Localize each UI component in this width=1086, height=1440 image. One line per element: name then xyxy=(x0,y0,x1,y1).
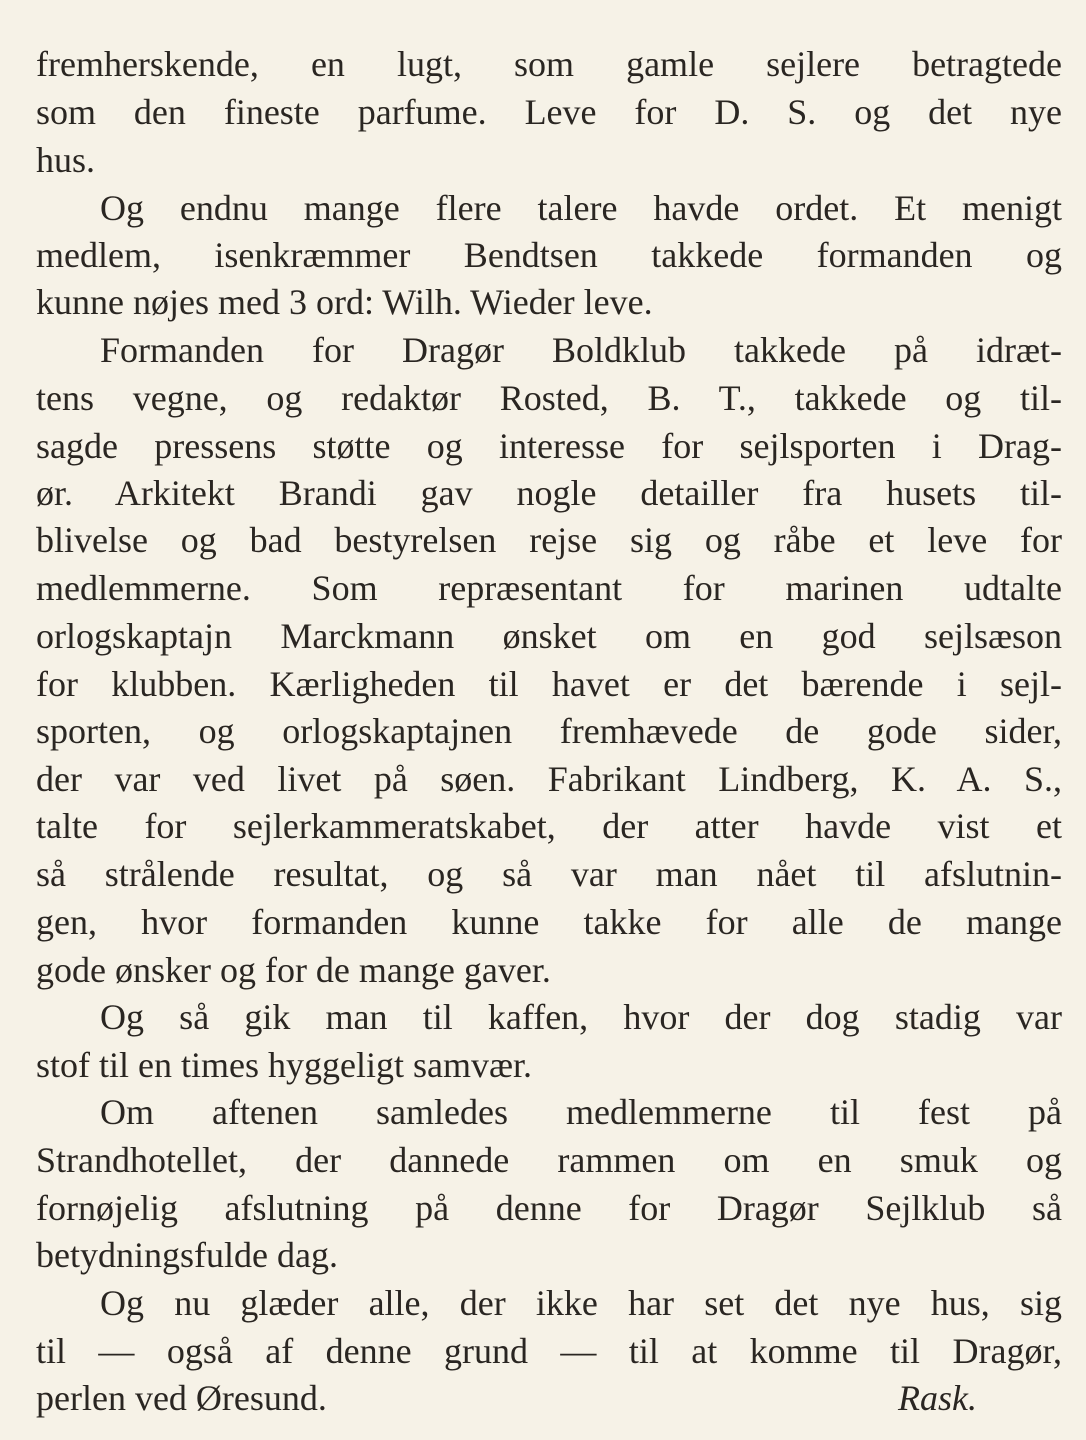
paragraph-first-line: Om aftenen samledes medlemmerne til fest på xyxy=(100,1092,1062,1132)
text-line: som den fineste parfume. Leve for D. S. og det nye xyxy=(36,92,1062,132)
text-line: ør. Arkitekt Brandi gav nogle detailler fra husets til- xyxy=(36,473,1062,513)
text-line: der var ved livet på søen. Fabrikant Lindberg, K. A. S., xyxy=(36,759,1062,799)
text-line: til — også af denne grund — til at komme til Dragør, xyxy=(36,1331,1062,1371)
text-line: tens vegne, og redaktør Rosted, B. T., takkede og til- xyxy=(36,378,1062,418)
text-line: perlen ved Øresund. xyxy=(36,1378,327,1418)
text-line: medlemmerne. Som repræsentant for marinen udtalte xyxy=(36,568,1062,608)
text-line: fremherskende, en lugt, som gamle sejlere betragtede xyxy=(36,44,1062,84)
text-line: fornøjelig afslutning på denne for Dragør Sejlklub så xyxy=(36,1188,1062,1228)
text-line: stof til en times hyggeligt samvær. xyxy=(36,1045,532,1085)
text-line: talte for sejlerkammeratskabet, der atter havde vist et xyxy=(36,806,1062,846)
text-line: medlem, isenkræmmer Bendtsen takkede formanden og xyxy=(36,235,1062,275)
text-line: gen, hvor formanden kunne takke for alle de mange xyxy=(36,902,1062,942)
text-line: så strålende resultat, og så var man nået til afslutnin- xyxy=(36,854,1062,894)
text-line: blivelse og bad bestyrelsen rejse sig og råbe et leve for xyxy=(36,520,1062,560)
text-line: kunne nøjes med 3 ord: Wilh. Wieder leve. xyxy=(36,282,653,322)
paragraph-first-line: Og så gik man til kaffen, hvor der dog stadig var xyxy=(100,997,1062,1037)
text-line: for klubben. Kærligheden til havet er det bærende i sejl- xyxy=(36,664,1062,704)
paragraph-first-line: Formanden for Dragør Boldklub takkede på idræt- xyxy=(100,330,1062,370)
text-line: gode ønsker og for de mange gaver. xyxy=(36,950,551,990)
paragraph-first-line: Og nu glæder alle, der ikke har set det nye hus, sig xyxy=(100,1283,1062,1323)
author-signature: Rask. xyxy=(898,1378,977,1418)
text-line: sagde pressens støtte og interesse for sejlsporten i Drag- xyxy=(36,426,1062,466)
text-line: hus. xyxy=(36,140,96,180)
text-line: betydningsfulde dag. xyxy=(36,1235,338,1275)
text-line: sporten, og orlogskaptajnen fremhævede de gode sider, xyxy=(36,711,1062,751)
text-line: Strandhotellet, der dannede rammen om en smuk og xyxy=(36,1140,1062,1180)
paragraph-first-line: Og endnu mange flere talere havde ordet. Et menigt xyxy=(100,188,1062,228)
text-line: orlogskaptajn Marckmann ønsket om en god sejlsæson xyxy=(36,616,1062,656)
